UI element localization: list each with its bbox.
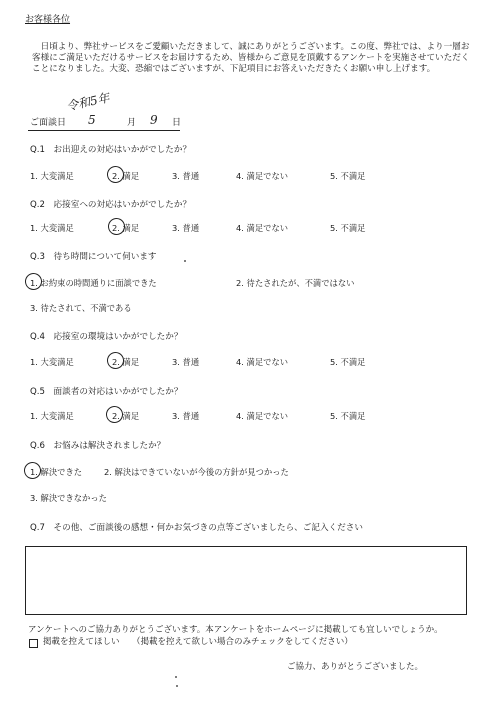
question-7: Q.7 その他、ご面談後の感想・何かお気づきの点等ございましたら、ご記入ください	[30, 523, 363, 533]
q6-option-2[interactable]: 2. 解決はできていないが今後の方針が見つかった	[104, 467, 289, 477]
q1-option-5[interactable]: 5. 不満足	[330, 171, 366, 181]
q2-option-5[interactable]: 5. 不満足	[330, 223, 366, 233]
question-5: Q.5 面談者の対応はいかがでしたか？	[30, 387, 183, 397]
q1-answer-circle	[105, 164, 127, 186]
q1-option-4[interactable]: 4. 満足でない	[236, 171, 289, 181]
salutation-heading: お客様各位	[25, 15, 71, 25]
q2-option-1[interactable]: 1. 大変満足	[30, 223, 74, 233]
q5-answer-circle	[104, 404, 126, 426]
scan-speck	[176, 685, 178, 687]
q5-option-3[interactable]: 3. 普通	[172, 411, 200, 421]
q1-option-1[interactable]: 1. 大変満足	[30, 171, 74, 181]
intro-paragraph: 日頃より、弊社サービスをご愛顧いただきまして、誠にありがとうございます。この度、弊社では、より一層お客様にご満足いただけるサービスをお届けするため、皆様からご意見を頂戴するアンケートを実施させていただくことになりました。大変、恐縮ではございますが、下記項目にお答えいただきたくお願い申し上げます。	[32, 42, 470, 74]
q6-option-3[interactable]: 3. 解決できなかった	[30, 493, 107, 503]
question-1: Q.1 お出迎えの対応はいかがでしたか？	[30, 145, 192, 155]
q4-option-4[interactable]: 4. 満足でない	[236, 357, 289, 367]
q1-option-3[interactable]: 3. 普通	[172, 171, 200, 181]
closing-message: ご協力、ありがとうございました。	[287, 662, 424, 672]
q2-option-2[interactable]: 2. 満足	[112, 223, 140, 233]
comments-box[interactable]	[25, 546, 467, 615]
checkbox-note: （掲載を控えて欲しい場合のみチェックをしてください）	[132, 637, 353, 647]
scan-speck	[184, 260, 186, 262]
q4-option-3[interactable]: 3. 普通	[172, 357, 200, 367]
q6-option-1[interactable]: 1. 解決できた	[30, 467, 83, 477]
q3-option-3[interactable]: 3. 待たされて、不満である	[30, 303, 132, 313]
q4-option-5[interactable]: 5. 不満足	[330, 357, 366, 367]
scan-speck	[175, 676, 177, 678]
q3-answer-circle	[23, 271, 45, 293]
q2-option-4[interactable]: 4. 満足でない	[236, 223, 289, 233]
q5-option-2[interactable]: 2. 満足	[112, 411, 140, 421]
q4-option-2[interactable]: 2. 満足	[112, 357, 140, 367]
checkbox-label: 掲載を控えてほしい	[43, 637, 120, 647]
q5-option-5[interactable]: 5. 不満足	[330, 411, 366, 421]
q3-option-1[interactable]: 1. お約束の時間通りに面談できた	[30, 278, 157, 288]
day-value: 9	[150, 113, 158, 127]
q4-option-1[interactable]: 1. 大変満足	[30, 357, 74, 367]
interview-date-label: ご面談日	[30, 118, 67, 128]
q4-answer-circle	[105, 350, 127, 372]
question-2: Q.2 応接室への対応はいかがでしたか？	[30, 200, 192, 210]
q2-answer-circle	[106, 216, 128, 238]
question-6: Q.6 お悩みは解決されましたか？	[30, 441, 166, 451]
footer-thanks-line: アンケートへのご協力ありがとうございます。本アンケートをホームページに掲載しても宜しいでしょうか。	[28, 625, 443, 635]
day-unit: 日	[172, 118, 182, 128]
handwritten-era-year: 令和5年	[65, 90, 111, 114]
question-3: Q.3 待ち時間について伺います	[30, 252, 157, 262]
q3-option-2[interactable]: 2. 待たされたが、不満ではない	[236, 278, 355, 288]
month-value: 5	[88, 113, 96, 127]
month-unit: 月	[127, 118, 137, 128]
q1-option-2[interactable]: 2. 満足	[112, 171, 140, 181]
question-4: Q.4 応接室の環境はいかがでしたか？	[30, 332, 183, 342]
do-not-publish-checkbox[interactable]	[29, 639, 38, 648]
q5-option-4[interactable]: 4. 満足でない	[236, 411, 289, 421]
q6-answer-circle	[22, 460, 44, 482]
date-underline	[28, 130, 180, 131]
q2-option-3[interactable]: 3. 普通	[172, 223, 200, 233]
q5-option-1[interactable]: 1. 大変満足	[30, 411, 74, 421]
